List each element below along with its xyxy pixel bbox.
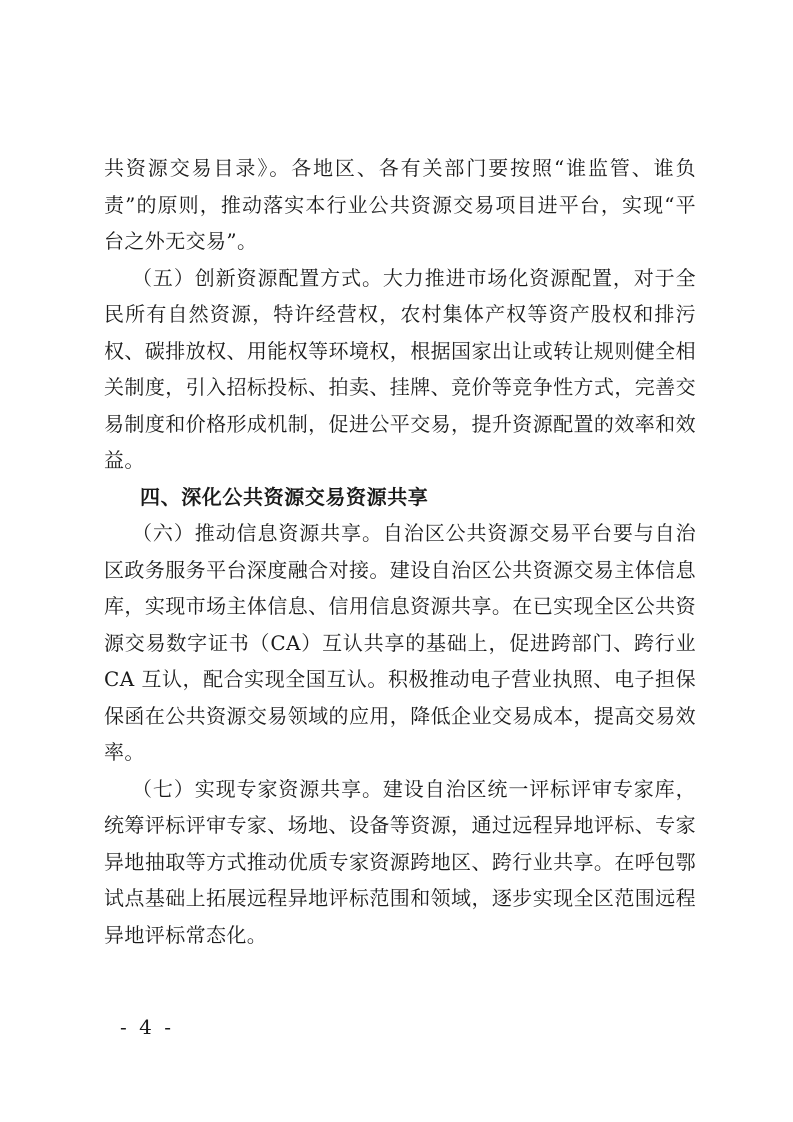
paragraph-resource-allocation: （五）创新资源配置方式。大力推进市场化资源配置，对于全民所有自然资源，特许经营权，农村集体产权等资产股权和排污权、碳排放权、用能权等环境权，根据国家出让或转让规则健全相关制度，引入招标投标、拍卖、挂牌、竞价等竞争性方式，完善交易制度和价格形成机制，促进公平交易，提升资源配置的效率和效益。 — [104, 265, 696, 472]
paragraph-information-sharing: （六）推动信息资源共享。自治区公共资源交易平台要与自治区政务服务平台深度融合对接。建设自治区公共资源交易主体信息库，实现市场主体信息、信用信息资源共享。在已实现全区公共资源交易数字证书（CA）互认共享的基础上，促进跨部门、跨行业 CA 互认，配合实现全国互认。积极推动电子营业执照、电子担保保函在公共资源交易领域的应用，降低企业交易成本，提高交易效率。 — [104, 521, 696, 764]
paragraph-continuation: 共资源交易目录》。各地区、各有关部门要按照“谁监管、谁负责”的原则，推动落实本行业公共资源交易项目进平台，实现“平台之外无交易”。 — [104, 156, 696, 253]
paragraph-expert-sharing: （七）实现专家资源共享。建设自治区统一评标评审专家库，统筹评标评审专家、场地、设备等资源，通过远程异地评标、专家异地抽取等方式推动优质专家资源跨地区、跨行业共享。在呼包鄂试点基础上拓展远程异地评标范围和领域，逐步实现全区范围远程异地评标常态化。 — [104, 776, 696, 947]
page-number: - 4 - — [120, 1015, 174, 1039]
section-heading-resource-sharing: 四、深化公共资源交易资源共享 — [140, 484, 429, 509]
document-body — [104, 150, 696, 953]
